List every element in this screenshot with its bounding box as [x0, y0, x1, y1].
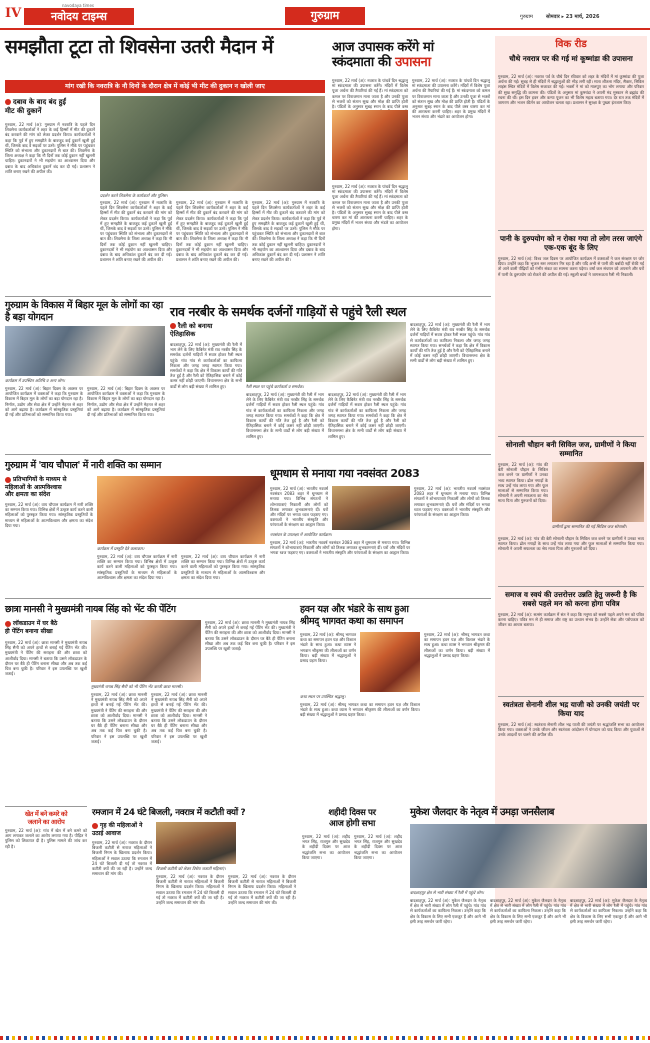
sidebar-s3-body-cont: गुरुग्राम, 22 मार्च (अ): गांव की बेटी सोनाली चौहान के सिविल जज बनने पर ग्रामीणों ने उनका भव्य स्वागत किया। ढोल नगाड़ों के साथ उन्हें गांव लाया गया और फूल मालाओं से सम्मानित किया गया। सोनाली ने अपनी सफलता का श्रेय माता पिता और गुरुजनों को दिया। [498, 536, 644, 552]
lead-photo-caption: प्रदर्शन करते शिवसेना के कार्यकर्ता और पुलिस। [100, 193, 168, 198]
lead-body-col4: गुरुग्राम, 22 मार्च (अ): गुरुग्राम में नवरात्रि के पहले दिन शिवसेना कार्यकर्ताओं ने शहर के कई हिस्सों में मीट की दुकानें बंद करवाने की मांग को लेकर प्रदर्शन किया। कार्यकर्ताओं ने कहा कि पूर्व में हुए समझौते के बावजूद कई दुकानें खुली हुई थीं, जिसके बाद वे सड़कों पर उतरे। पुलिस ने मौके पर पहुंचकर स्थिति को संभाला और दुकानदारों से बात की। शिवसेना के जिला अध्यक्ष ने कहा कि नौ दिनों तक कोई दुकान नहीं खुलनी चाहिए। दुकानदारों ने भी सहयोग का आश्वासन दिया और दबाव के बाद अधिकांश दुकानें बंद कर दी गईं। प्रशासन ने शांति बनाए रखने की अपील की। [252, 200, 325, 263]
havan-body-col1: गुरुग्राम, 22 मार्च (अ): श्रीमद् भागवत कथा का समापन हवन यज्ञ और विशाल भंडारे के साथ हुआ। कथा व्यास ने भगवान श्रीकृष्ण की लीलाओं का वर्णन किया। बड़ी संख्या में श्रद्धालुओं ने प्रसाद ग्रहण किया। [300, 632, 356, 664]
bijli-headline: रमजान में 24 घंटे बिजली, नवरात्र में कटौती क्यों ? [92, 808, 246, 818]
rao-caption: रैली स्थल पर पहुंचे कार्यकर्ता व समर्थक। [246, 384, 304, 389]
sidebar-s3-caption: ग्रामीणों द्वारा सम्मानित की गई सिविल जज सोनाली। [552, 524, 627, 529]
section-label: गुरुग्राम [285, 7, 365, 25]
bijli-caption: बिजली कटौती को लेकर विरोध जताती महिलाएं। [156, 866, 226, 871]
sidebar-s3-photo [552, 462, 644, 522]
vaay-caption: कार्यक्रम में प्रस्तुति देते कलाकार। [97, 546, 145, 551]
rao-headline: राव नरबीर के समर्थक दर्जनों गाड़ियों से पहुंचे रैली स्थल [170, 304, 406, 319]
upasak-headline: आज उपासक करेंगे मां स्कंदमाता की उपासना [332, 40, 434, 70]
mansi-sub: लॉकडाउन में घर बैठे ही पेंटिंग बनाना सीखा [5, 620, 58, 635]
section-divider [5, 454, 491, 455]
havan-body-col3: गुरुग्राम, 22 मार्च (अ): श्रीमद् भागवत कथा का समापन हवन यज्ञ और विशाल भंडारे के साथ हुआ। कथा व्यास ने भगवान श्रीकृष्ण की लीलाओं का वर्णन किया। बड़ी संख्या में श्रद्धालुओं ने प्रसाद ग्रहण किया। [424, 632, 490, 658]
sidebar-s3-headline: सोनाली चौहान बनी सिविल जज, ग्रामीणों ने किया सम्मानित [505, 440, 637, 458]
upasak-body-col1b: गुरुग्राम, 22 मार्च (अ): नवरात्र के पांचवें दिन श्रद्धालु मां स्कंदमाता की उपासना करेंगे। मंदिरों में विशेष पूजा अर्चना की तैयारियां की गई हैं। मां स्कंदमाता को कमल पर विराजमान माना जाता है और उनकी पूजा से भक्तों को संतान सुख और मोक्ष की प्राप्ति होती है। पंडितों के अनुसार सुबह स्नान के बाद पीले वस्त्र धारण कर मां की आराधना करनी चाहिए। शहर के प्रमुख मंदिरों में भजन संध्या और भंडारे का आयोजन होगा। [332, 184, 408, 231]
mukesh-body-col2: बादशाहपुर, 22 मार्च (अ): मुकेश जैलदार के नेतृत्व में क्षेत्र से भारी संख्या में लोग रैली में पहुंचे। गांव गांव से कार्यकर्ताओं का काफिला निकला। उन्होंने कहा कि क्षेत्र के विकास के लिए सभी एकजुट हैं और आगे भी इसी तरह समर्थन जारी रहेगा। [490, 898, 566, 924]
sidebar-s3-body: गुरुग्राम, 22 मार्च (अ): गांव की बेटी सोनाली चौहान के सिविल जज बनने पर ग्रामीणों ने उनका भव्य स्वागत किया। ढोल नगाड़ों के साथ उन्हें गांव लाया गया और फूल मालाओं से सम्मानित किया गया। सोनाली ने अपनी सफलता का श्रेय माता पिता और गुरुजनों को दिया। [498, 462, 548, 504]
sidebar-divider [498, 696, 644, 697]
paper-name-small: navodaya times [62, 3, 95, 8]
mansi-body-col2: गुरुग्राम, 22 मार्च (अ): छात्रा मानसी ने मुख्यमंत्री नायब सिंह सैनी को अपने हाथों से बनाई गई पेंटिंग भेंट की। मुख्यमंत्री ने पेंटिंग की सराहना की और छात्रा को आशीर्वाद दिया। मानसी ने बताया कि उसने लॉकडाउन के दौरान घर बैठे ही पेंटिंग बनाना सीखा और अब तक कई चित्र बना चुकी है। परिवार ने इस उपलब्धि पर खुशी जताई। [91, 692, 147, 744]
mukesh-body-col1: बादशाहपुर, 22 मार्च (अ): मुकेश जैलदार के नेतृत्व में क्षेत्र से भारी संख्या में लोग रैली में पहुंचे। गांव गांव से कार्यकर्ताओं का काफिला निकला। उन्होंने कहा कि क्षेत्र के विकास के लिए सभी एकजुट हैं और आगे भी इसी तरह समर्थन जारी रहेगा। [410, 898, 486, 924]
navsamvat-body-col3: गुरुग्राम, 22 मार्च (अ): भारतीय नववर्ष नवसंवत 2083 शहर में धूमधाम से मनाया गया। विभिन्न संगठनों ने शोभायात्राएं निकालीं और लोगों को तिलक लगाकर शुभकामनाएं दीं। घरों और मंदिरों पर भगवा ध्वज फहराए गए। वक्ताओं ने भारतीय संस्कृति और परंपराओं के संरक्षण का आह्वान किया। [414, 486, 490, 518]
vikas-body-col1: गुरुग्राम, 22 मार्च (अ): बिहार दिवस के अवसर पर आयोजित कार्यक्रम में वक्ताओं ने कहा कि गुरुग्राम के विकास में बिहार मूल के लोगों का बड़ा योगदान रहा है। निर्माण, उद्योग और सेवा क्षेत्र में उन्होंने मेहनत से शहर को आगे बढ़ाया है। कार्यक्रम में सांस्कृतिक प्रस्तुतियां दी गईं और प्रतिभाओं को सम्मानित किया गया। [5, 386, 83, 418]
mukesh-headline: मुकेश जैलदार के नेतृत्व में उमड़ा जनसैलाब [410, 807, 555, 818]
sidebar-divider [498, 586, 644, 587]
mansi-body-col3: गुरुग्राम, 22 मार्च (अ): छात्रा मानसी ने मुख्यमंत्री नायब सिंह सैनी को अपने हाथों से बनाई गई पेंटिंग भेंट की। मुख्यमंत्री ने पेंटिंग की सराहना की और छात्रा को आशीर्वाद दिया। मानसी ने बताया कि उसने लॉकडाउन के दौरान घर बैठे ही पेंटिंग बनाना सीखा और अब तक कई चित्र बना चुकी है। परिवार ने इस उपलब्धि पर खुशी जताई। [151, 692, 207, 744]
rao-body-col3: बादशाहपुर, 22 मार्च (अ): मुख्यमंत्री की रैली में भाग लेने के लिए कैबिनेट मंत्री राव नरबीर सिंह के समर्थक दर्जनों गाड़ियों में सवार होकर रैली स्थल पहुंचे। गांव गांव से कार्यकर्ताओं का काफिला निकला और जगह जगह स्वागत किया गया। समर्थकों ने कहा कि क्षेत्र में विकास कार्यों की गति तेज हुई है और रैली को ऐतिहासिक बनाने में कोई कसर नहीं छोड़ी जाएगी। विधानसभा क्षेत्र के सभी वार्डों से लोग बड़ी संख्या में शामिल हुए। [328, 392, 406, 439]
lead-headline: समझौता टूटा तो शिवसेना उतरी मैदान में [5, 36, 274, 58]
sidebar-s1-body: गुरुग्राम, 22 मार्च (अ): नवरात्र पर्व के चौथे दिन रविवार को शहर के मंदिरों में मां कूष्मांडा की पूजा अर्चना की गई। सुबह से ही मंदिरों में श्रद्धालुओं की भीड़ लगी रही। माता शीतला मंदिर, सैक्टर, सिविल लाइंस स्थित मंदिरों में विशेष सजावट की गई। भक्तों ने मां को मालपुए का भोग लगाया और परिवार की सुख समृद्धि की कामना की। पंडितों के अनुसार मां कूष्मांडा ने अपनी मंद मुस्कान से ब्रह्मांड की रचना की थी। इस दिन हवन और कन्या पूजन का भी विशेष महत्व बताया गया। देर रात तक मंदिरों में जागरण और भजन कीर्तन का आयोजन चलता रहा। प्रशासन ने सुरक्षा के पुख्ता इंतजाम किए। [498, 74, 644, 106]
date-line: सोमवार ▸ 23 मार्च, 2026 [546, 14, 600, 20]
page-number: IV [5, 6, 22, 21]
vikas-headline: गुरुग्राम के विकास में बिहार मूल के लोगों का रहा है बड़ा योगदान [5, 300, 163, 323]
rao-photo [246, 322, 406, 382]
masthead [0, 0, 650, 30]
navsamvat-caption: नवसंवत के उपलक्ष्य में आयोजित कार्यक्रम। [270, 532, 332, 537]
havan-headline: हवन यज्ञ और भंडारे के साथ हुआ श्रीमद् भागवत कथा का समापन [300, 604, 409, 627]
rao-body-col1: बादशाहपुर, 22 मार्च (अ): मुख्यमंत्री की रैली में भाग लेने के लिए कैबिनेट मंत्री राव नरबीर सिंह के समर्थक दर्जनों गाड़ियों में सवार होकर रैली स्थल पहुंचे। गांव गांव से कार्यकर्ताओं का काफिला निकला और जगह जगह स्वागत किया गया। समर्थकों ने कहा कि क्षेत्र में विकास कार्यों की गति तेज हुई है और रैली को ऐतिहासिक बनाने में कोई कसर नहीं छोड़ी जाएगी। विधानसभा क्षेत्र के सभी वार्डों से लोग बड़ी संख्या में शामिल हुए। [170, 342, 242, 389]
mukesh-body-col3: बादशाहपुर, 22 मार्च (अ): मुकेश जैलदार के नेतृत्व में क्षेत्र से भारी संख्या में लोग रैली में पहुंचे। गांव गांव से कार्यकर्ताओं का काफिला निकला। उन्होंने कहा कि क्षेत्र के विकास के लिए सभी एकजुट हैं और आगे भी इसी तरह समर्थन जारी रहेगा। [570, 898, 647, 924]
vaay-body-col2: गुरुग्राम, 22 मार्च (अ): वाय चौपाल कार्यक्रम में नारी शक्ति का सम्मान किया गया। विभिन्न क्षेत्रों में उत्कृष्ट कार्य करने वाली महिलाओं को पुरस्कृत किया गया। सांस्कृतिक प्रस्तुतियों के माध्यम से महिलाओं के आत्मविश्वास और क्षमता का संदेश दिया गया। [97, 554, 177, 580]
sidebar-s4-headline: समाज व स्वयं की उत्तरोत्तर उन्नति हेतु जरूरी है कि सबसे पहले मन को करना होगा पवित्र [505, 590, 637, 608]
city-label: गुरुग्राम [520, 14, 533, 20]
upasak-body-col1: गुरुग्राम, 22 मार्च (अ): नवरात्र के पांचवें दिन श्रद्धालु मां स्कंदमाता की उपासना करेंगे। मंदिरों में विशेष पूजा अर्चना की तैयारियां की गई हैं। मां स्कंदमाता को कमल पर विराजमान माना जाता है और उनकी पूजा से भक्तों को संतान सुख और मोक्ष की प्राप्ति होती है। पंडितों के अनुसार सुबह स्नान के बाद पीले वस्त्र [332, 78, 408, 110]
lead-sub: दबाव के बाद बंद हुईं मीट की दुकानें [5, 98, 66, 115]
rao-sub: रैली को बनाया ऐतिहासिक [170, 322, 213, 338]
navsamvat-body-col1: गुरुग्राम, 22 मार्च (अ): भारतीय नववर्ष नवसंवत 2083 शहर में धूमधाम से मनाया गया। विभिन्न संगठनों ने शोभायात्राएं निकालीं और लोगों को तिलक लगाकर शुभकामनाएं दीं। घरों और मंदिरों पर भगवा ध्वज फहराए गए। वक्ताओं ने भारतीय संस्कृति और परंपराओं के संरक्षण का आह्वान किया। [270, 486, 328, 528]
sidebar-s2-body: गुरुग्राम, 22 मार्च (अ): विश्व जल दिवस पर आयोजित कार्यक्रम में वक्ताओं ने जल संरक्षण पर जोर दिया। उन्होंने कहा कि भूजल स्तर लगातार गिर रहा है और यदि अभी से पानी की बर्बादी नहीं रोकी गई तो आने वाली पीढ़ियों को गंभीर संकट का सामना करना पड़ेगा। वर्षा जल संचयन को अपनाने और घरों में पानी के दुरुपयोग को रोकने की अपील की गई। स्कूली बच्चों ने जागरूकता रैली भी निकाली। [498, 256, 644, 277]
bijli-sub: गृह की महिलाओं ने उठाई आवाज [92, 822, 143, 837]
section-divider [5, 296, 491, 297]
sidebar-s2-headline: पानी के दुरुपयोग को न रोका गया तो लोग तरस जाएंगे एक-एक बूंद के लिए [499, 234, 643, 252]
khet-body: गुरुग्राम, 22 मार्च (अ): गांव में खेत में बने कमरे को आग लगाकर जलाने का आरोप लगाया गया है। पीड़ित ने पुलिस को शिकायत दी है। पुलिस मामले की जांच कर रही है। [5, 828, 87, 849]
sidebar-divider [498, 436, 644, 437]
lead-photo [100, 96, 325, 191]
lead-body-col1: गुरुग्राम, 22 मार्च (अ): गुरुग्राम में नवरात्रि के पहले दिन शिवसेना कार्यकर्ताओं ने शहर के कई हिस्सों में मीट की दुकानें बंद करवाने की मांग को लेकर प्रदर्शन किया। कार्यकर्ताओं ने कहा कि पूर्व में हुए समझौते के बावजूद कई दुकानें खुली हुई थीं, जिसके बाद वे सड़कों पर उतरे। पुलिस ने मौके पर पहुंचकर स्थिति को संभाला और दुकानदारों से बात की। शिवसेना के जिला अध्यक्ष ने कहा कि नौ दिनों तक कोई दुकान नहीं खुलनी चाहिए। दुकानदारों ने भी सहयोग का आश्वासन दिया और दबाव के बाद अधिकांश दुकानें बंद कर दी गईं। प्रशासन ने शांति बनाए रखने की अपील की। [5, 122, 95, 174]
shaheedi-headline: शहीदी दिवस पर आज होगी सभा [328, 808, 376, 829]
mansi-body-col1: गुरुग्राम, 22 मार्च (अ): छात्रा मानसी ने मुख्यमंत्री नायब सिंह सैनी को अपने हाथों से बनाई गई पेंटिंग भेंट की। मुख्यमंत्री ने पेंटिंग की सराहना की और छात्रा को आशीर्वाद दिया। मानसी ने बताया कि उसने लॉकडाउन के दौरान घर बैठे ही पेंटिंग बनाना सीखा और अब तक कई चित्र बना चुकी है। परिवार ने इस उपलब्धि पर खुशी जताई। [5, 640, 87, 677]
mansi-caption: मुख्यमंत्री नायब सिंह सैनी को भी पेंटिंग भेंट करती छात्रा मानसी। [91, 684, 183, 689]
section-divider [5, 598, 491, 599]
khet-headline: खेत में बने कमरे को जलाने का आरोप [24, 810, 68, 826]
vaay-headline: गुरुग्राम में 'वाय चौपाल' में नारी शक्ति का सम्मान [5, 460, 161, 471]
mansi-body-col4: गुरुग्राम, 22 मार्च (अ): छात्रा मानसी ने मुख्यमंत्री नायब सिंह सैनी को अपने हाथों से बनाई गई पेंटिंग भेंट की। मुख्यमंत्री ने पेंटिंग की सराहना की और छात्रा को आशीर्वाद दिया। मानसी ने बताया कि उसने लॉकडाउन के दौरान घर बैठे ही पेंटिंग बनाना सीखा और अब तक कई चित्र बना चुकी है। परिवार ने इस उपलब्धि पर खुशी जताई। [205, 620, 295, 652]
lead-body-col2: गुरुग्राम, 22 मार्च (अ): गुरुग्राम में नवरात्रि के पहले दिन शिवसेना कार्यकर्ताओं ने शहर के कई हिस्सों में मीट की दुकानें बंद करवाने की मांग को लेकर प्रदर्शन किया। कार्यकर्ताओं ने कहा कि पूर्व में हुए समझौते के बावजूद कई दुकानें खुली हुई थीं, जिसके बाद वे सड़कों पर उतरे। पुलिस ने मौके पर पहुंचकर स्थिति को संभाला और दुकानदारों से बात की। शिवसेना के जिला अध्यक्ष ने कहा कि नौ दिनों तक कोई दुकान नहीं खुलनी चाहिए। दुकानदारों ने भी सहयोग का आश्वासन दिया और दबाव के बाद अधिकांश दुकानें बंद कर दी गईं। प्रशासन ने शांति बनाए रखने की अपील की। [100, 200, 172, 263]
bijli-body-col1: गुरुग्राम, 22 मार्च (अ): नवरात्र के दौरान बिजली कटौती से नाराज महिलाओं ने बिजली निगम के खिलाफ प्रदर्शन किया। महिलाओं ने सवाल उठाया कि रमजान में 24 घंटे बिजली दी गई तो नवरात्र में कटौती क्यों की जा रही है। उन्होंने जल्द समाधान की मांग की। [92, 840, 152, 877]
navsamvat-headline: धूमधाम से मनाया गया नवसंवत 2083 [270, 467, 420, 480]
bijli-photo [156, 822, 236, 864]
havan-body-col2: गुरुग्राम, 22 मार्च (अ): श्रीमद् भागवत कथा का समापन हवन यज्ञ और विशाल भंडारे के साथ हुआ। कथा व्यास ने भगवान श्रीकृष्ण की लीलाओं का वर्णन किया। बड़ी संख्या में श्रद्धालुओं ने प्रसाद ग्रहण किया। [300, 702, 420, 718]
navsamvat-body-col2: गुरुग्राम, 22 मार्च (अ): भारतीय नववर्ष नवसंवत 2083 शहर में धूमधाम से मनाया गया। विभिन्न संगठनों ने शोभायात्राएं निकालीं और लोगों को तिलक लगाकर शुभकामनाएं दीं। घरों और मंदिरों पर भगवा ध्वज फहराए गए। वक्ताओं ने भारतीय संस्कृति और परंपराओं के संरक्षण का आह्वान किया। [270, 540, 410, 556]
vikas-photo [5, 326, 165, 376]
lead-body-col3: गुरुग्राम, 22 मार्च (अ): गुरुग्राम में नवरात्रि के पहले दिन शिवसेना कार्यकर्ताओं ने शहर के कई हिस्सों में मीट की दुकानें बंद करवाने की मांग को लेकर प्रदर्शन किया। कार्यकर्ताओं ने कहा कि पूर्व में हुए समझौते के बावजूद कई दुकानें खुली हुई थीं, जिसके बाद वे सड़कों पर उतरे। पुलिस ने मौके पर पहुंचकर स्थिति को संभाला और दुकानदारों से बात की। शिवसेना के जिला अध्यक्ष ने कहा कि नौ दिनों तक कोई दुकान नहीं खुलनी चाहिए। दुकानदारों ने भी सहयोग का आश्वासन दिया और दबाव के बाद अधिकांश दुकानें बंद कर दी गईं। प्रशासन ने शांति बनाए रखने की अपील की। [176, 200, 248, 263]
sidebar-tag: विक रीड [555, 39, 587, 50]
vaay-photo [97, 476, 265, 544]
upasak-photo [332, 110, 408, 180]
vaay-body-col1: गुरुग्राम, 22 मार्च (अ): वाय चौपाल कार्यक्रम में नारी शक्ति का सम्मान किया गया। विभिन्न क्षेत्रों में उत्कृष्ट कार्य करने वाली महिलाओं को पुरस्कृत किया गया। सांस्कृतिक प्रस्तुतियों के माध्यम से महिलाओं के आत्मविश्वास और क्षमता का संदेश दिया गया। [5, 502, 93, 528]
sidebar-s5-body: गुरुग्राम, 22 मार्च (अ): स्वतंत्रता सेनानी शील भद्र याजी की जयंती पर श्रद्धांजलि सभा का आयोजन किया गया। वक्ताओं ने उनके जीवन और स्वतंत्रता आंदोलन में योगदान को याद किया और युवाओं से उनके आदर्शों पर चलने की अपील की। [498, 722, 644, 738]
shaheedi-body-col2: गुरुग्राम, 22 मार्च (अ): शहीद भगत सिंह, राजगुरु और सुखदेव के शहीदी दिवस पर आज श्रद्धांजलि सभा का आयोजन किया जाएगा। [354, 834, 402, 860]
navsamvat-photo [332, 486, 410, 530]
havan-caption: कथा स्थल पर उपस्थित श्रद्धालु। [300, 694, 346, 699]
registration-strip [0, 1036, 650, 1040]
paper-name: नवोदय टाइम्स [24, 8, 134, 25]
bijli-body-col2: गुरुग्राम, 22 मार्च (अ): नवरात्र के दौरान बिजली कटौती से नाराज महिलाओं ने बिजली निगम के खिलाफ प्रदर्शन किया। महिलाओं ने सवाल उठाया कि रमजान में 24 घंटे बिजली दी गई तो नवरात्र में कटौती क्यों की जा रही है। उन्होंने जल्द समाधान की मांग की। [156, 874, 224, 906]
vaay-body-col3: गुरुग्राम, 22 मार्च (अ): वाय चौपाल कार्यक्रम में नारी शक्ति का सम्मान किया गया। विभिन्न क्षेत्रों में उत्कृष्ट कार्य करने वाली महिलाओं को पुरस्कृत किया गया। सांस्कृतिक प्रस्तुतियों के माध्यम से महिलाओं के आत्मविश्वास और क्षमता का संदेश दिया गया। [181, 554, 265, 580]
upasak-body-col2: गुरुग्राम, 22 मार्च (अ): नवरात्र के पांचवें दिन श्रद्धालु मां स्कंदमाता की उपासना करेंगे। मंदिरों में विशेष पूजा अर्चना की तैयारियां की गई हैं। मां स्कंदमाता को कमल पर विराजमान माना जाता है और उनकी पूजा से भक्तों को संतान सुख और मोक्ष की प्राप्ति होती है। पंडितों के अनुसार सुबह स्नान के बाद पीले वस्त्र धारण कर मां की आराधना करनी चाहिए। शहर के प्रमुख मंदिरों में भजन संध्या और भंडारे का आयोजन होगा। [412, 78, 490, 120]
mansi-headline: छात्रा मानसी ने मुख्यमंत्री नायब सिंह को भेंट की पेंटिंग [5, 604, 176, 615]
section-divider [5, 806, 87, 807]
bijli-body-col3: गुरुग्राम, 22 मार्च (अ): नवरात्र के दौरान बिजली कटौती से नाराज महिलाओं ने बिजली निगम के खिलाफ प्रदर्शन किया। महिलाओं ने सवाल उठाया कि रमजान में 24 घंटे बिजली दी गई तो नवरात्र में कटौती क्यों की जा रही है। उन्होंने जल्द समाधान की मांग की। [228, 874, 296, 906]
sidebar-s4-body: गुरुग्राम, 22 मार्च (अ): सत्संग कार्यक्रम में संत ने कहा कि मनुष्य को सबसे पहले अपने मन को पवित्र करना चाहिए। पवित्र मन से ही समाज और राष्ट्र का उत्थान संभव है। उन्होंने सेवा और परोपकार को जीवन का आधार बताया। [498, 612, 644, 628]
mukesh-photo [410, 824, 647, 888]
lead-strap: मांग रखी कि नवरात्रि के नौ दिनों के दौरान क्षेत्र में कोई भी मीट की दुकान न खोली जाए [5, 80, 325, 93]
sidebar-divider [498, 230, 644, 231]
rao-body-col4: बादशाहपुर, 22 मार्च (अ): मुख्यमंत्री की रैली में भाग लेने के लिए कैबिनेट मंत्री राव नरबीर सिंह के समर्थक दर्जनों गाड़ियों में सवार होकर रैली स्थल पहुंचे। गांव गांव से कार्यकर्ताओं का काफिला निकला और जगह जगह स्वागत किया गया। समर्थकों ने कहा कि क्षेत्र में विकास कार्यों की गति तेज हुई है और रैली को ऐतिहासिक बनाने में कोई कसर नहीं छोड़ी जाएगी। विधानसभा क्षेत्र के सभी वार्डों से लोग बड़ी संख्या में शामिल हुए। [410, 322, 490, 364]
vikas-body-col2: गुरुग्राम, 22 मार्च (अ): बिहार दिवस के अवसर पर आयोजित कार्यक्रम में वक्ताओं ने कहा कि गुरुग्राम के विकास में बिहार मूल के लोगों का बड़ा योगदान रहा है। निर्माण, उद्योग और सेवा क्षेत्र में उन्होंने मेहनत से शहर को आगे बढ़ाया है। कार्यक्रम में सांस्कृतिक प्रस्तुतियां दी गईं और प्रतिभाओं को सम्मानित किया गया। [87, 386, 165, 418]
shaheedi-body-col1: गुरुग्राम, 22 मार्च (अ): शहीद भगत सिंह, राजगुरु और सुखदेव के शहीदी दिवस पर आज श्रद्धांजलि सभा का आयोजन किया जाएगा। [302, 834, 350, 860]
havan-photo [360, 632, 420, 692]
sidebar-s5-headline: स्वतंत्रता सेनानी शील भद्र याजी को उनकी जयंती पर किया याद [502, 700, 640, 718]
vikas-caption: कार्यक्रम में उपस्थित अतिथि व अन्य लोग। [5, 378, 65, 383]
mansi-photo [91, 620, 201, 682]
rao-body-col2: बादशाहपुर, 22 मार्च (अ): मुख्यमंत्री की रैली में भाग लेने के लिए कैबिनेट मंत्री राव नरबीर सिंह के समर्थक दर्जनों गाड़ियों में सवार होकर रैली स्थल पहुंचे। गांव गांव से कार्यकर्ताओं का काफिला निकला और जगह जगह स्वागत किया गया। समर्थकों ने कहा कि क्षेत्र में विकास कार्यों की गति तेज हुई है और रैली को ऐतिहासिक बनाने में कोई कसर नहीं छोड़ी जाएगी। विधानसभा क्षेत्र के सभी वार्डों से लोग बड़ी संख्या में शामिल हुए। [246, 392, 324, 439]
sidebar-s1-headline: चौथे नवरात्र पर की गई मां कूष्मांडा की उपासना [509, 54, 633, 63]
vaay-sub: प्रतिभागियों के माध्यम से महिलाओं के आत्मविश्वास और क्षमता का संदेश [5, 476, 67, 498]
mukesh-caption: बादशाहपुर क्षेत्र से भारी संख्या में रैली में पहुंचे लोग। [410, 890, 484, 895]
